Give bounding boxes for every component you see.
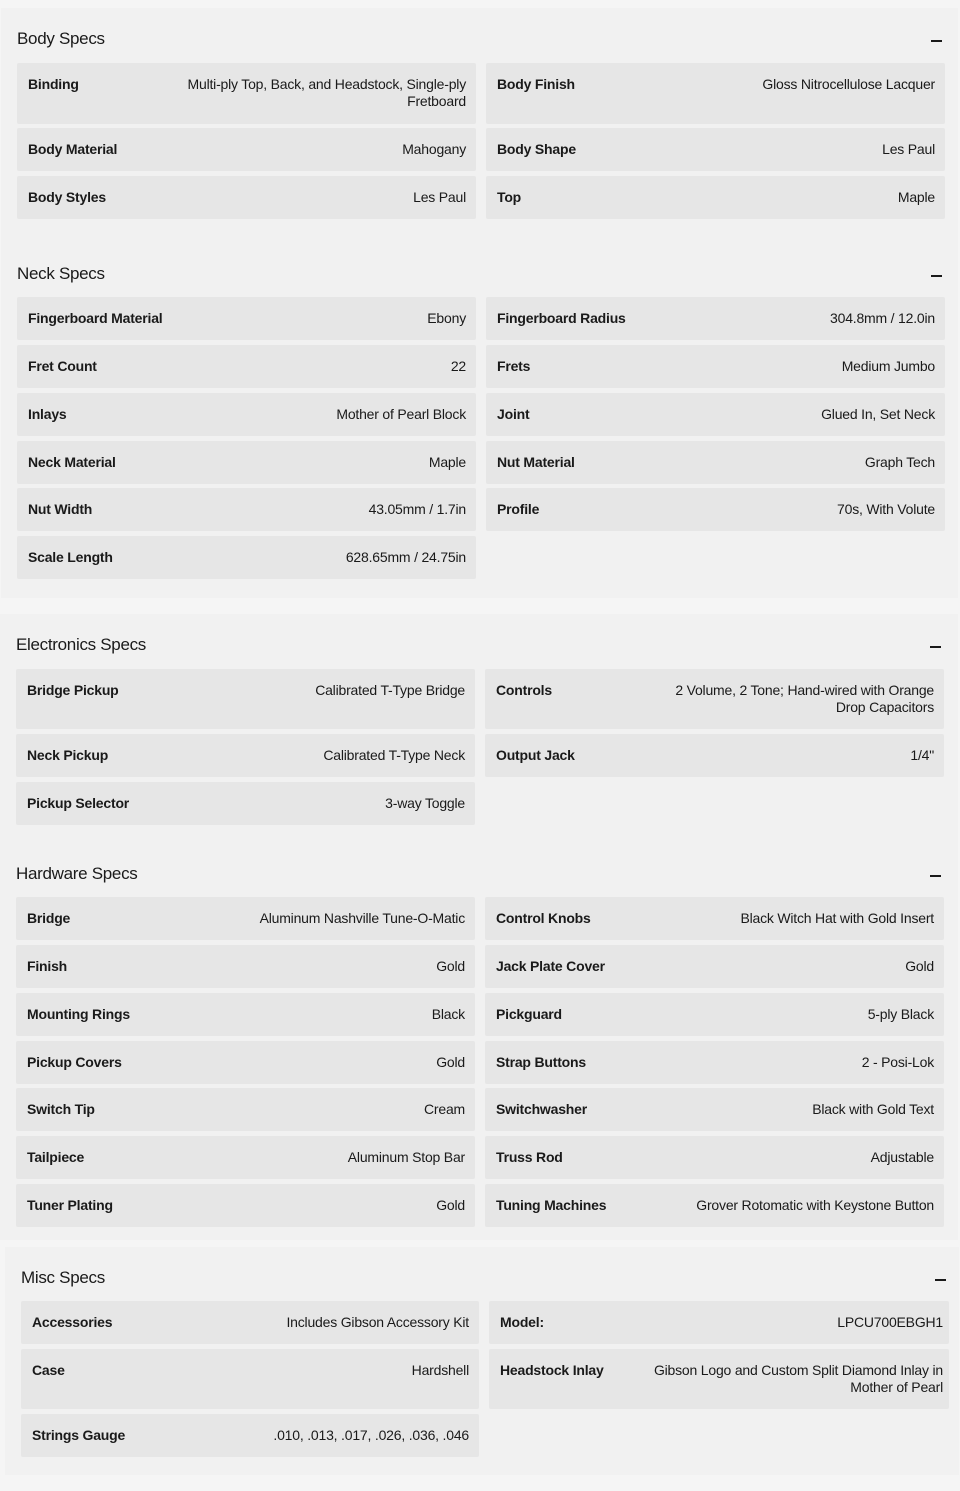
spec-value: Hardshell <box>411 1362 469 1378</box>
spec-label: Tuner Plating <box>27 1197 113 1213</box>
spec-value: Gold <box>905 958 934 974</box>
spec-value: Includes Gibson Accessory Kit <box>286 1314 469 1330</box>
spec-row <box>486 63 945 124</box>
spec-value: Gold <box>436 958 465 974</box>
spec-row <box>486 441 945 484</box>
spec-label: Body Shape <box>497 141 576 157</box>
spec-value: 3-way Toggle <box>385 795 465 811</box>
spec-label: Bridge Pickup <box>27 682 119 698</box>
spec-value: Black with Gold Text <box>812 1101 934 1117</box>
spec-label: Fret Count <box>28 358 97 374</box>
spec-value: 628.65mm / 24.75in <box>345 549 466 565</box>
spec-row <box>16 897 475 940</box>
spec-row <box>16 1136 475 1179</box>
spec-label: Scale Length <box>28 549 113 565</box>
spec-row <box>17 441 476 484</box>
spec-label: Case <box>32 1362 65 1378</box>
spec-row <box>489 1301 949 1344</box>
spec-label: Pickup Selector <box>27 795 130 811</box>
spec-label: Strings Gauge <box>32 1427 126 1443</box>
spec-value: Black <box>431 1006 465 1022</box>
spec-row <box>21 1414 479 1457</box>
spec-row <box>486 393 945 436</box>
spec-value: Aluminum Nashville Tune-O-Matic <box>259 910 465 926</box>
spec-label: Controls <box>496 682 552 698</box>
spec-row <box>485 1041 944 1084</box>
spec-value: Gold <box>436 1197 465 1213</box>
collapse-minus-icon[interactable] <box>929 30 943 50</box>
spec-row <box>17 176 476 219</box>
section-title: Body Specs <box>17 29 105 48</box>
spec-value: 304.8mm / 12.0in <box>830 310 935 326</box>
spec-label: Body Styles <box>28 189 106 205</box>
spec-label: Nut Material <box>497 454 575 470</box>
section-title: Neck Specs <box>17 264 105 283</box>
spec-value: Adjustable <box>870 1149 934 1165</box>
spec-row <box>485 897 944 940</box>
spec-label: Binding <box>28 76 79 92</box>
spec-value: Ebony <box>427 310 466 326</box>
spec-row <box>486 176 945 219</box>
spec-label: Strap Buttons <box>496 1054 586 1070</box>
spec-value: Black Witch Hat with Gold Insert <box>740 910 934 926</box>
spec-row <box>485 1136 944 1179</box>
spec-row <box>16 1041 475 1084</box>
spec-label: Nut Width <box>28 501 93 517</box>
spec-value: Multi-ply Top, Back, and Headstock, Single-ply Fretboard <box>187 76 466 109</box>
spec-value: Medium Jumbo <box>841 358 935 374</box>
spec-label: Output Jack <box>496 747 575 763</box>
spec-value: Calibrated T-Type Bridge <box>315 682 465 698</box>
spec-value: Maple <box>897 189 935 205</box>
spec-row <box>486 128 945 171</box>
collapse-minus-icon[interactable] <box>928 636 942 656</box>
spec-label: Joint <box>497 406 530 422</box>
section-title: Electronics Specs <box>16 635 147 654</box>
spec-label: Body Material <box>28 141 118 157</box>
spec-row <box>486 488 945 531</box>
collapse-minus-icon[interactable] <box>933 1269 947 1289</box>
spec-row <box>21 1349 479 1409</box>
collapse-minus-icon[interactable] <box>929 265 943 285</box>
spec-row <box>17 128 476 171</box>
collapse-minus-icon[interactable] <box>928 865 942 885</box>
spec-value: Les Paul <box>882 141 935 157</box>
spec-value: 22 <box>450 358 466 374</box>
spec-value: Cream <box>423 1101 465 1117</box>
spec-row <box>16 945 475 988</box>
spec-row <box>16 734 475 777</box>
spec-value: Gold <box>436 1054 465 1070</box>
spec-label: Top <box>497 189 522 205</box>
spec-value: 70s, With Volute <box>837 501 935 517</box>
spec-value: Glued In, Set Neck <box>821 406 935 422</box>
spec-value: 1/4" <box>910 747 934 763</box>
spec-label: Switch Tip <box>27 1101 95 1117</box>
spec-row <box>17 536 476 579</box>
spec-value: Calibrated T-Type Neck <box>323 747 465 763</box>
spec-value: Maple <box>428 454 466 470</box>
spec-label: Pickguard <box>496 1006 562 1022</box>
spec-value: Aluminum Stop Bar <box>347 1149 465 1165</box>
section-title: Hardware Specs <box>16 864 138 883</box>
spec-label: Truss Rod <box>496 1149 563 1165</box>
spec-value: 43.05mm / 1.7in <box>368 501 466 517</box>
spec-value: 2 Volume, 2 Tone; Hand-wired with Orange Drop Capacitors <box>675 682 934 715</box>
spec-label: Model: <box>500 1314 544 1330</box>
spec-value: Les Paul <box>413 189 466 205</box>
spec-label: Switchwasher <box>496 1101 587 1117</box>
spec-label: Bridge <box>27 910 71 926</box>
spec-value: Mahogany <box>402 141 466 157</box>
spec-value: Gloss Nitrocellulose Lacquer <box>762 76 935 92</box>
spec-row <box>16 1088 475 1131</box>
spec-row <box>485 993 944 1036</box>
spec-row <box>17 297 476 340</box>
section-electronics-hardware <box>0 614 958 1240</box>
spec-value: Grover Rotomatic with Keystone Button <box>696 1197 934 1213</box>
spec-label: Finish <box>27 958 68 974</box>
spec-label: Headstock Inlay <box>500 1362 604 1378</box>
spec-row <box>17 345 476 388</box>
spec-row <box>489 1349 949 1409</box>
spec-value: LPCU700EBGH1 <box>837 1314 943 1330</box>
spec-label: Fingerboard Radius <box>497 310 626 326</box>
spec-value: 2 - Posi-Lok <box>861 1054 934 1070</box>
spec-row <box>21 1301 479 1344</box>
section-body <box>1 8 958 598</box>
section-misc <box>5 1247 959 1475</box>
spec-row <box>17 63 476 124</box>
spec-label: Profile <box>497 501 540 517</box>
spec-label: Mounting Rings <box>27 1006 130 1022</box>
spec-row <box>16 782 475 825</box>
spec-row <box>16 669 475 729</box>
spec-row <box>485 734 944 777</box>
spec-label: Jack Plate Cover <box>496 958 605 974</box>
spec-value: Mother of Pearl Block <box>336 406 466 422</box>
spec-label: Inlays <box>28 406 67 422</box>
spec-label: Frets <box>497 358 531 374</box>
spec-label: Fingerboard Material <box>28 310 163 326</box>
spec-row <box>16 993 475 1036</box>
spec-row <box>485 945 944 988</box>
spec-value: Gibson Logo and Custom Split Diamond Inlay in Mother of Pearl <box>653 1362 943 1395</box>
spec-value: Graph Tech <box>864 454 935 470</box>
spec-label: Pickup Covers <box>27 1054 122 1070</box>
spec-label: Neck Material <box>28 454 116 470</box>
spec-label: Tuning Machines <box>496 1197 607 1213</box>
spec-label: Body Finish <box>497 76 575 92</box>
spec-label: Tailpiece <box>27 1149 85 1165</box>
spec-row <box>17 488 476 531</box>
spec-row <box>485 1088 944 1131</box>
spec-label: Accessories <box>32 1314 113 1330</box>
spec-label: Neck Pickup <box>27 747 109 763</box>
section-title: Misc Specs <box>21 1268 105 1287</box>
spec-row <box>485 1184 944 1227</box>
spec-row <box>486 345 945 388</box>
spec-row <box>485 669 944 729</box>
spec-row <box>486 297 945 340</box>
spec-value: .010, .013, .017, .026, .036, .046 <box>273 1427 469 1443</box>
spec-row <box>17 393 476 436</box>
spec-label: Control Knobs <box>496 910 591 926</box>
spec-value: 5-ply Black <box>867 1006 934 1022</box>
spec-row <box>16 1184 475 1227</box>
